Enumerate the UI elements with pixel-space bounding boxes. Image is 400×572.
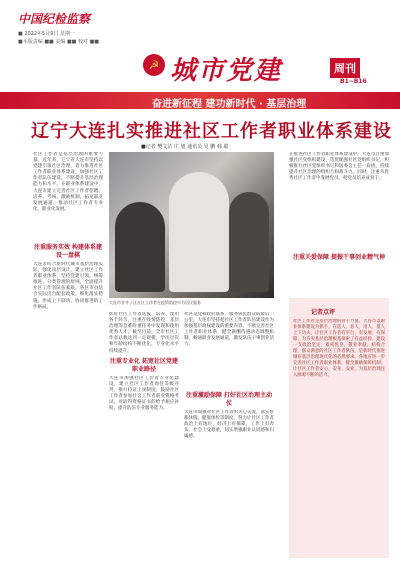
article-column-2: 抓好社区工作者选拔、培养、使用各个环节，注重在疫情防控、基层治理等急难险重任务中发现和使用优秀人才。截至目前，全市社区工作者总数达到一定规模，学历层次和年龄结构不断优化，专业化水平持续提升。 xyxy=(109,312,179,354)
page-range: B1~B16 xyxy=(340,78,367,85)
article-column-1b: 大连市结合新时代城市基层治理实际，强化顶层设计，建立社区工作者职业体系，坚持党建引领、统筹推进、分类管理的原则，全面提升社区工作者队伍素质。各区市县结合实际出台配套政策，细化落实措施，形成上下联动、协同推进的工作格局。 xyxy=(33,262,103,310)
masthead xyxy=(0,0,400,92)
photo-figure-center xyxy=(169,172,229,292)
photo-figure-right xyxy=(229,192,269,292)
weekly-tag: 周刊 xyxy=(330,58,360,78)
commentary-title: 记者点评 xyxy=(311,309,336,316)
article-column-4: 在推进社区工作者职业体系建设中，大连市注重加强社区党组织建设，选优配强社区党组织书记，积极推行社区党组织书记和居委会主任一肩挑，持续提升社区治理的组织力和战斗力。同时，注重从优秀社区工作者中发展党员，把党员培养成骨干。 xyxy=(289,152,389,182)
article-photo xyxy=(109,152,274,298)
publication-name: 中国纪检监察 xyxy=(18,12,91,26)
issue-meta xyxy=(18,30,99,46)
photo-caption: 大连市甘井子区社区工作者在疫情防控中为居民服务 xyxy=(109,300,201,305)
subheading-4: 注重关爱保障 提振干事创业精气神 xyxy=(289,254,389,262)
banner-text: 奋进新征程 建功新时代 · 基层治理 xyxy=(152,99,307,110)
party-emblem-icon: ☭ xyxy=(143,54,165,76)
section-title: 城市党建 xyxy=(170,56,283,86)
commentary-text: 社区工作者是基层治理的骨干力量。大连市以职业体系建设为抓手，在选人、育人、用人、留人上下功夫，让社区工作者有平台、有发展、有保障，为夯实基层治理根基探索了有益经验。建设一支政治坚定、素质优良、敬业奉献、结构合理、群众满意的社区工作者队伍，是新时代推进城市基层治理现代化的必然要求。各地应进一步完善社区工作者职业体系，健全激励保障机制，让社区工作者安心、安身、安业，为基层治理注入源源不断的活力。 xyxy=(293,319,385,378)
subheading-2: 注重专业化 拓宽社区党建职业路径 xyxy=(109,358,179,373)
subheading-1: 注重服务实效 构建体系建设一盘棋 xyxy=(33,244,103,259)
article-column-3: 社区是党和政府联系、服务居民群众的最后一公里。大连市坚持把社区工作者队伍建设作为加强基层政权建设的重要内容，不断完善社区工作者职业体系，健全薪酬待遇动态调整机制，畅通职业发展通道，激发队伍干事创业活力。 xyxy=(184,312,274,348)
photo-figure-left xyxy=(115,202,165,292)
subheading-3: 注重激励保障 打好社区治理主动仗 xyxy=(185,392,273,407)
article-column-2b: 大连市加强社区工作者专业化建设，建立社区工作者岗位等级序列，推行持证上岗制度，鼓励社区工作者参加社会工作者职业资格考试，对取得资格证书的给予相应补贴，提升队伍专业服务能力。 xyxy=(109,376,179,412)
article-column-3b: 大连市加强对社区工作者的关心关爱，落实带薪休假、健康体检等制度，努力让社区工作者政治上有地位、经济上有保障、工作上有奔头、社会上受尊重，切实增强职业认同感和归属感。 xyxy=(184,410,274,440)
article-column-1: 社区工作者是基层治理的重要力量。近年来，辽宁省大连市坚持以党建引领社区治理，着力推进社区工作者职业体系建设，加强社区工作者队伍建设，不断提升基层治理能力和水平。在职业体系建设中，大连市建立完善社区工作者招聘、培养、考核、激励机制，拓宽职业发展通道，推动社区工作者专业化、职业化发展。 xyxy=(33,152,103,212)
editor-credits: ■本版责编 ■■ 美编 ■■ 校对 ■■ xyxy=(18,39,100,45)
issue-date: ■ 2022年5月9日 星期一 xyxy=(18,31,75,37)
article-byline: ■记者 樊文洁 庄 旭 通讯员 吴 鹏 韩 聪 xyxy=(141,144,229,150)
article-headline: 辽宁大连扎实推进社区工作者职业体系建设 xyxy=(31,121,392,142)
